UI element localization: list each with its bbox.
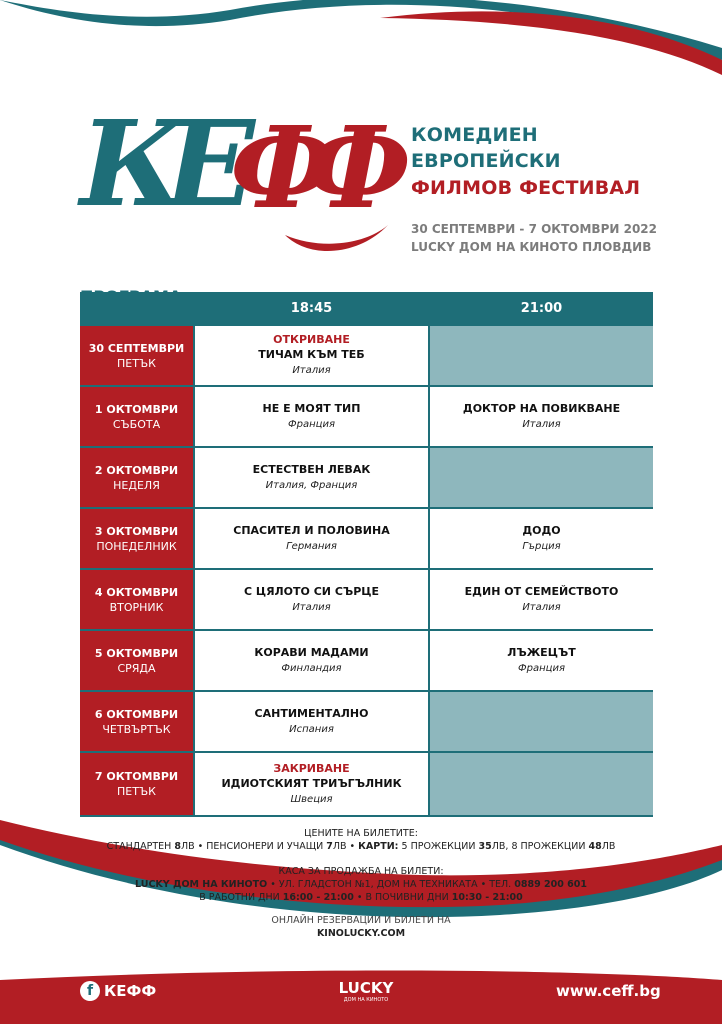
screening-cell [430,387,653,446]
film-title: НЕ Е МОЯТ ТИП [262,401,361,415]
day-date: 2 ОКТОМВРИ [94,463,179,477]
film-country: Италия [522,418,561,430]
day-cell [80,448,193,507]
screening-cell [195,753,428,815]
screening-cell [195,387,428,446]
day-weekday: СЪБОТА [112,417,161,431]
film-country: Испания [289,723,334,735]
logo-letter-e: Е [165,94,255,233]
film-title: ЕДИН ОТ СЕМЕЙСТВОТО [464,584,619,598]
film-title: С ЦЯЛОТО СИ СЪРЦЕ [243,584,380,598]
box-office-address: LUCKY ДОМ НА КИНОТО • УЛ. ГЛАДСТОН №1, ДОМ НА ТЕХНИКАТА • ТЕЛ. 0889 200 601 [135,879,587,890]
day-cell [80,509,193,568]
facebook-label[interactable]: КЕФФ [104,982,157,1000]
film-country: Гърция [522,540,561,552]
day-weekday: ПОНЕДЕЛНИК [96,539,177,553]
logo-letter-f1: Ф [230,103,337,234]
film-country: Швеция [290,793,333,805]
screening-cell [195,570,428,629]
festival-line-3: ФИЛМОВ ФЕСТИВАЛ [411,177,641,199]
day-cell [80,753,193,815]
screening-cell [430,570,653,629]
website-link[interactable]: www.ceff.bg [556,982,661,1000]
day-weekday: ПЕТЪК [117,356,156,370]
film-title: СПАСИТЕЛ И ПОЛОВИНА [233,523,390,537]
ticket-prices-heading: ЦЕНИТЕ НА БИЛЕТИТЕ: [304,828,418,839]
day-cell [80,387,193,446]
ticket-prices-line: СТАНДАРТЕН 8ЛВ • ПЕНСИОНЕРИ И УЧАЩИ 7ЛВ • КАРТИ: 5 ПРОЖЕКЦИИ 35ЛВ, 8 ПРОЖЕКЦИИ 48ЛВ [106,841,616,852]
lucky-logo: LUCKY [338,979,394,997]
festival-dates: 30 СЕПТЕМВРИ - 7 ОКТОМВРИ 2022 [411,222,657,236]
screening-cell [430,631,653,690]
box-office-heading: КАСА ЗА ПРОДАЖБА НА БИЛЕТИ: [278,866,444,877]
day-date: 1 ОКТОМВРИ [94,402,179,416]
film-title: ТИЧАМ КЪМ ТЕБ [258,348,365,361]
day-cell [80,326,193,385]
film-country: Италия [292,601,331,613]
day-date: 6 ОКТОМВРИ [94,707,179,721]
day-weekday: ЧЕТВЪРТЪК [102,722,171,736]
film-title: КОРАВИ МАДАМИ [254,645,369,659]
empty-slot-cell [430,753,653,815]
film-country: Италия [522,601,561,613]
film-title: САНТИМЕНТАЛНО [254,706,369,720]
screening-cell [195,631,428,690]
day-date: 30 СЕПТЕМВРИ [88,341,185,355]
screening-cell [195,692,428,751]
screening-tag: ОТКРИВАНЕ [273,333,350,346]
day-cell [80,692,193,751]
film-title: ДОКТОР НА ПОВИКВАНЕ [462,401,621,415]
screening-cell [430,509,653,568]
film-country: Германия [286,540,337,552]
day-cell [80,631,193,690]
day-weekday: СРЯДА [117,661,156,675]
screening-cell [195,448,428,507]
empty-slot-cell [430,326,653,385]
logo-letter-k: К [80,94,188,233]
screening-cell [195,326,428,385]
day-cell [80,570,193,629]
day-weekday: ВТОРНИК [109,600,164,614]
time-header-2: 21:00 [430,292,653,324]
festival-line-1: КОМЕДИЕН [411,124,538,146]
film-country: Финландия [281,662,342,674]
film-title: ДОДО [522,523,561,537]
film-title: ЛЪЖЕЦЪТ [507,645,576,659]
film-country: Франция [518,662,565,674]
online-booking-text: ОНЛАЙН РЕЗЕРВАЦИИ И БИЛЕТИ НА [271,915,451,926]
day-date: 4 ОКТОМВРИ [94,585,179,599]
day-weekday: НЕДЕЛЯ [113,478,160,492]
day-date: 5 ОКТОМВРИ [94,646,179,660]
empty-slot-cell [430,692,653,751]
festival-venue: LUCKY ДОМ НА КИНОТО ПЛОВДИВ [411,240,652,254]
film-country: Франция [288,418,335,430]
film-country: Италия, Франция [265,479,358,491]
screening-cell [195,509,428,568]
day-date: 3 ОКТОМВРИ [94,524,179,538]
day-date: 7 ОКТОМВРИ [94,770,179,783]
film-title: ИДИОТСКИЯТ ТРИЪГЪЛНИК [221,776,402,790]
screening-tag: ЗАКРИВАНЕ [273,761,350,775]
film-title: ЕСТЕСТВЕН ЛЕВАК [252,462,371,476]
top-swoosh [0,0,722,90]
keff-logo [70,85,412,275]
facebook-icon[interactable]: f [80,981,100,1001]
box-office-hours: В РАБОТНИ ДНИ 16:00 - 21:00 • В ПОЧИВНИ ДНИ 10:30 - 21:00 [199,892,523,903]
film-country: Италия [292,365,331,376]
logo-letter-f2: Ф [305,103,412,234]
lucky-logo-subtitle: ДОМ НА КИНОТО [343,997,389,1003]
empty-slot-cell [430,448,653,507]
festival-line-2: ЕВРОПЕЙСКИ [411,150,561,172]
online-booking-link[interactable]: KINOLUCKY.COM [316,928,406,939]
day-weekday: ПЕТЪК [117,785,156,798]
time-header-1: 18:45 [195,292,428,324]
